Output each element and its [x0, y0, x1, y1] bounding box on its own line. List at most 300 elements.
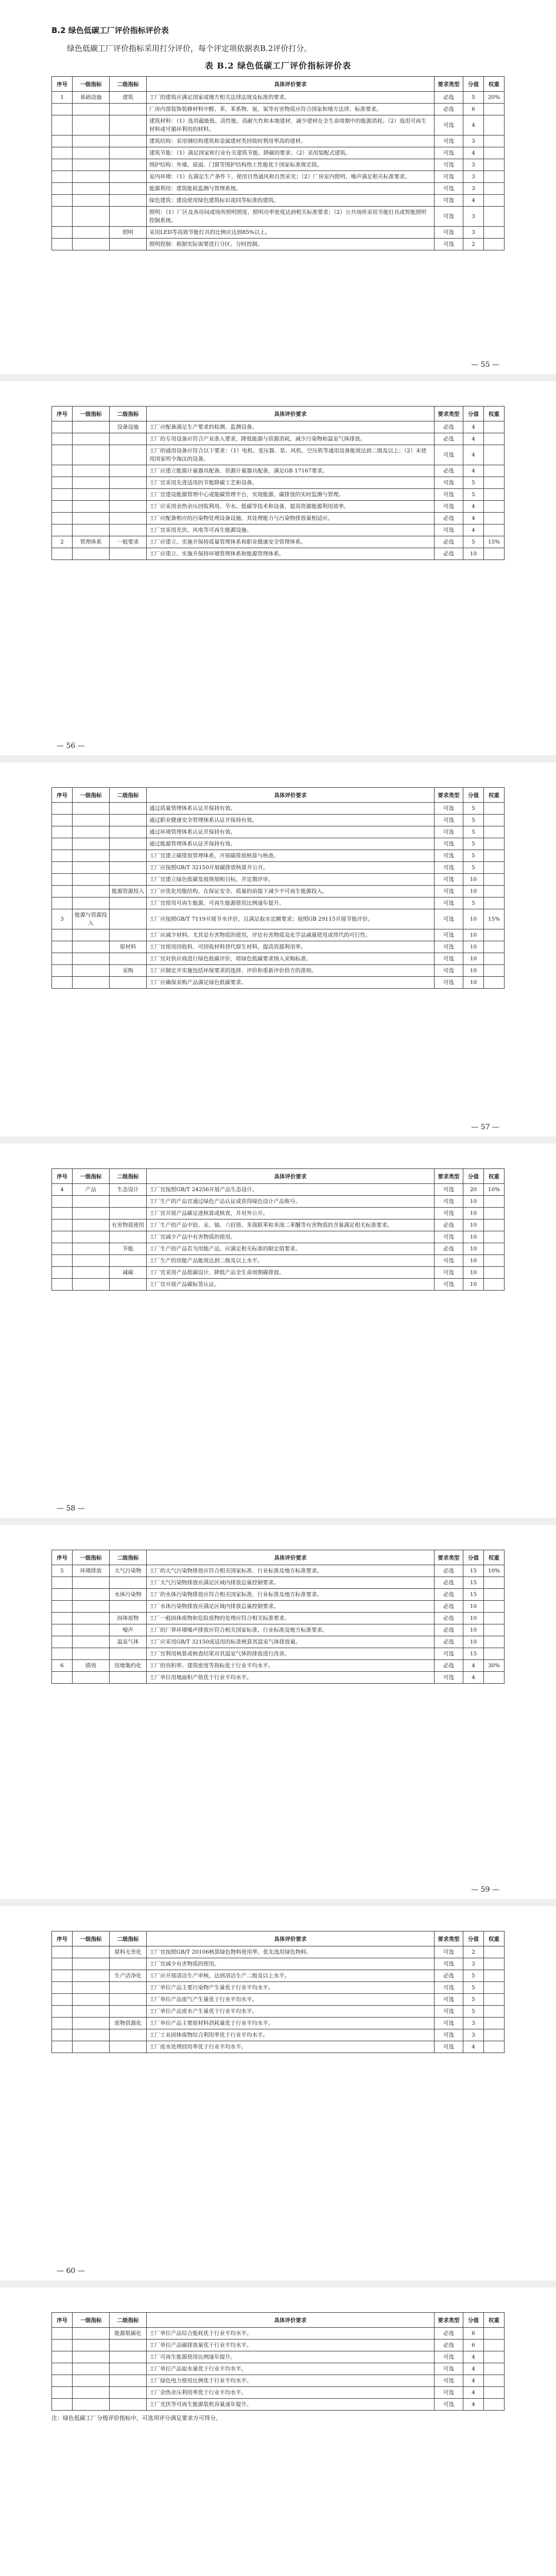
table-cell	[484, 2029, 505, 2041]
table-cell	[484, 1982, 505, 1994]
table-cell	[110, 445, 147, 465]
requirement-cell: 工厂水体污染物排放应满足区域内排放总量控制要求。	[147, 1601, 435, 1613]
requirement-cell: 工厂生产的用能产品能效达到二级及以上水平。	[147, 1255, 435, 1267]
table-cell: 5	[463, 1982, 484, 1994]
header-weight: 权重	[484, 406, 505, 421]
requirement-cell: 工厂单位产品取水量优于行业平均水平。	[147, 2363, 435, 2375]
table-row	[52, 1636, 505, 1648]
table-row	[52, 862, 505, 874]
table-cell: 5	[463, 2006, 484, 2018]
table-cell	[484, 465, 505, 477]
table-cell: 管理体系	[73, 536, 110, 548]
document-page-55	[0, 0, 556, 381]
table-cell: 10	[463, 1636, 484, 1648]
requirement-cell: 工厂应制定并实施包括环保要求的选择、评价和重新评价供方的准则。	[147, 965, 435, 977]
table-cell	[110, 2340, 147, 2351]
requirement-cell: 工厂绿色电力使用比例优于行业平均水平。	[147, 2375, 435, 2387]
table-cell: 可选	[435, 826, 463, 838]
table-body	[52, 2328, 505, 2411]
table-cell: 2	[463, 1946, 484, 1958]
requirement-cell: 工厂应建立、实施并保持质量管理体系和职业健康安全管理体系。	[147, 536, 435, 548]
table-cell: 可选	[435, 897, 463, 909]
requirement-cell: 采用LED等高效节能灯具的比例应达到85%以上。	[147, 227, 435, 239]
evaluation-table-p2	[51, 406, 505, 560]
table-cell: 必选	[435, 1577, 463, 1589]
table-cell	[52, 850, 73, 862]
table-row	[52, 1982, 505, 1994]
table-row	[52, 2387, 505, 2399]
table-row	[52, 183, 505, 195]
table-cell	[484, 513, 505, 524]
table-cell	[52, 2041, 73, 2053]
table-cell: 可选	[435, 803, 463, 815]
table-row	[52, 2006, 505, 2018]
table-row	[52, 929, 505, 941]
requirement-cell: 工厂废水处理回用率优于行业平均水平。	[147, 2041, 435, 2053]
header-requirement: 具体评价要求	[147, 77, 435, 92]
table-cell: 可选	[435, 239, 463, 250]
table-cell: 环境排放	[73, 1565, 110, 1577]
table-cell	[73, 826, 110, 838]
table-cell	[484, 1279, 505, 1291]
table-cell: 可选	[435, 1208, 463, 1219]
table-cell	[73, 929, 110, 941]
table-cell: 3	[463, 1958, 484, 1970]
table-cell: 10	[463, 941, 484, 953]
table-body	[52, 803, 505, 989]
table-cell	[484, 941, 505, 953]
table-cell	[110, 147, 147, 159]
table-row	[52, 1624, 505, 1636]
table-cell	[73, 1231, 110, 1243]
requirement-cell: 工厂的大气污染物排放应符合相关国家标准、行业标准及地方标准要求。	[147, 1565, 435, 1577]
table-cell	[52, 195, 73, 207]
table-row	[52, 1243, 505, 1255]
table-cell: 5	[463, 92, 484, 104]
table-cell: 可选	[435, 2029, 463, 2041]
table-cell	[484, 1243, 505, 1255]
table-cell: 可选	[435, 2399, 463, 2411]
table-cell	[73, 2029, 110, 2041]
header-weight: 权重	[484, 2313, 505, 2328]
table-cell: 4	[463, 513, 484, 524]
requirement-cell: 工厂应建立、实施并保持环境管理体系和能源管理体系。	[147, 548, 435, 560]
table-cell	[73, 2363, 110, 2375]
table-cell: 5	[463, 489, 484, 501]
requirement-cell: 工厂应建立能源计量器具配备、资源计量器具配备，满足GB 17167要求。	[147, 465, 435, 477]
table-cell	[52, 1219, 73, 1231]
table-cell: 4	[463, 445, 484, 465]
table-cell	[110, 977, 147, 989]
table-cell: 可选	[435, 2006, 463, 2018]
table-cell: 10	[463, 1208, 484, 1219]
table-cell	[110, 929, 147, 941]
table-cell	[52, 1208, 73, 1219]
table-cell	[73, 1577, 110, 1589]
requirement-cell: 工厂生产的产品若为用能产品，应满足相关标准的限定值要求。	[147, 1243, 435, 1255]
table-cell	[73, 2387, 110, 2399]
table-cell	[52, 421, 73, 433]
table-row	[52, 239, 505, 250]
requirement-cell: 工厂应配备相应的污染物处理设备设施，其处理能力与污染物排放量相适应。	[147, 513, 435, 524]
table-cell: 废物资源化	[110, 2018, 147, 2029]
table-row	[52, 1970, 505, 1982]
table-cell	[110, 2387, 147, 2399]
document-page-61	[0, 2287, 556, 2576]
table-cell	[73, 2041, 110, 2053]
table-cell	[73, 1982, 110, 1994]
table-cell	[73, 183, 110, 195]
table-cell	[110, 501, 147, 513]
page-number: — 55 —	[471, 361, 499, 369]
table-cell	[110, 850, 147, 862]
table-cell: 可选	[435, 115, 463, 135]
table-cell: 4	[463, 195, 484, 207]
table-cell: 可选	[435, 524, 463, 536]
table-cell: 必选	[435, 1613, 463, 1624]
table-cell	[110, 803, 147, 815]
table-cell	[52, 1267, 73, 1279]
table-cell	[484, 2041, 505, 2053]
requirement-cell: 工厂应配备满足生产要求的检测、监测设备。	[147, 421, 435, 433]
table-row	[52, 147, 505, 159]
table-cell: 大气污染物	[110, 1565, 147, 1577]
table-cell	[484, 1672, 505, 1684]
table-cell	[73, 1589, 110, 1601]
table-row	[52, 2340, 505, 2351]
table-cell	[484, 897, 505, 909]
table-header-row	[52, 1931, 505, 1946]
table-cell: 可选	[435, 1279, 463, 1291]
evaluation-table-p6	[51, 1931, 505, 2053]
table-cell	[110, 195, 147, 207]
table-cell	[52, 2018, 73, 2029]
table-cell	[484, 2399, 505, 2411]
table-cell	[52, 2328, 73, 2340]
table-cell	[73, 874, 110, 886]
table-cell	[73, 1672, 110, 1684]
table-cell: 采购	[110, 965, 147, 977]
table-cell	[73, 524, 110, 536]
table-cell: 10	[463, 874, 484, 886]
requirement-cell: 工厂可再生能源使用比例逐年提升。	[147, 2351, 435, 2363]
table-cell	[484, 2351, 505, 2363]
table-cell	[484, 1946, 505, 1958]
table-cell	[484, 171, 505, 183]
table-cell: 水体污染物	[110, 1589, 147, 1601]
table-cell: 10	[463, 965, 484, 977]
table-cell: 5	[463, 838, 484, 850]
table-cell: 2	[463, 239, 484, 250]
table-cell: 可选	[435, 886, 463, 897]
table-cell: 可选	[435, 815, 463, 826]
table-cell: 4	[463, 421, 484, 433]
table-cell	[484, 815, 505, 826]
table-cell: 可选	[435, 862, 463, 874]
requirement-cell: 建筑结构：采用钢结构建筑和金属建材类回收时利用率高的建材。	[147, 135, 435, 147]
table-row	[52, 1208, 505, 1219]
table-cell	[484, 977, 505, 989]
table-cell	[110, 135, 147, 147]
header-level2: 二级指标	[110, 406, 147, 421]
table-cell	[110, 1601, 147, 1613]
table-cell: 必选	[435, 1636, 463, 1648]
table-row	[52, 227, 505, 239]
table-cell: 可选	[435, 2041, 463, 2053]
table-cell	[52, 548, 73, 560]
table-row	[52, 909, 505, 929]
table-row	[52, 1196, 505, 1208]
page-number: — 57 —	[471, 1123, 499, 1131]
table-cell: 必选	[435, 2328, 463, 2340]
table-cell: 6	[463, 2340, 484, 2351]
table-cell	[484, 1601, 505, 1613]
requirement-cell: 室内环境：（1）在满足生产条件下，使用自然通风和自然采光；（2）厂房室内照明、噪声满足相关标准要求。	[147, 171, 435, 183]
table-body	[52, 1184, 505, 1291]
section-heading-b2: B.2 绿色低碳工厂评价指标评价表	[51, 26, 169, 35]
table-header-row	[52, 406, 505, 421]
table-cell: 必选	[435, 104, 463, 115]
requirement-cell: 工厂单位产品综合能耗优于行业平均水平。	[147, 2328, 435, 2340]
table-cell	[73, 445, 110, 465]
table-cell: 10	[463, 909, 484, 929]
document-page-57	[0, 762, 556, 1144]
table-cell	[52, 501, 73, 513]
table-cell	[110, 1231, 147, 1243]
table-cell: 30%	[484, 1660, 505, 1672]
table-cell: 温室气体	[110, 1636, 147, 1648]
table-cell	[484, 104, 505, 115]
table-cell	[73, 1648, 110, 1660]
table-cell	[484, 838, 505, 850]
table-cell	[484, 489, 505, 501]
table-cell	[52, 115, 73, 135]
table-cell	[52, 135, 73, 147]
table-cell: 用地集约化	[110, 1660, 147, 1672]
table-header-row	[52, 1169, 505, 1184]
table-cell: 建筑	[110, 92, 147, 104]
requirement-cell: 工厂的建筑应满足国家或地方相关法律法规及标准的要求。	[147, 92, 435, 104]
table-cell: 20%	[484, 92, 505, 104]
table-cell	[52, 977, 73, 989]
table-cell: 可选	[435, 1946, 463, 1958]
requirement-cell: 工厂应采用GB/T 32150或适用的标准核算其温室气体排放量。	[147, 1636, 435, 1648]
table-header-row	[52, 1550, 505, 1565]
table-cell: 可选	[435, 195, 463, 207]
table-cell: 10	[463, 1601, 484, 1613]
table-row	[52, 501, 505, 513]
table-cell	[110, 2351, 147, 2363]
requirement-cell: 工厂的通用设备应符合以下要求：（1）电机、变压器、泵、风机、空压机等通用设备能效达到二级及以上；（2）未使用国家明令淘汰的设备。	[147, 445, 435, 465]
table-cell	[484, 2328, 505, 2340]
table-cell	[484, 477, 505, 489]
table-cell: 可选	[435, 2375, 463, 2387]
table-cell	[110, 2029, 147, 2041]
requirement-cell: 工厂光伏等可再生能源装机容量逐年提升。	[147, 2399, 435, 2411]
table-row	[52, 171, 505, 183]
table-cell: 3	[463, 207, 484, 227]
table-cell	[52, 445, 73, 465]
table-row	[52, 159, 505, 171]
requirement-cell: 工厂单位用地面积产值优于行业平均水平。	[147, 1672, 435, 1684]
table-cell: 10	[463, 977, 484, 989]
table-cell	[52, 159, 73, 171]
requirement-cell: 绿色建筑：建设使用绿色建筑标识或同等标准的建筑。	[147, 195, 435, 207]
table-cell	[52, 1279, 73, 1291]
table-cell	[52, 2351, 73, 2363]
table-cell: 产品	[73, 1184, 110, 1196]
table-cell	[73, 977, 110, 989]
table-cell	[52, 1636, 73, 1648]
table-cell: 可选	[435, 445, 463, 465]
requirement-cell: 工厂宜对供应商进行绿色低碳评价，将绿色低碳要求纳入采购标准。	[147, 953, 435, 965]
table-row	[52, 2351, 505, 2363]
table-cell	[52, 1196, 73, 1208]
table-cell: 15%	[484, 536, 505, 548]
table-row	[52, 1267, 505, 1279]
table-cell	[73, 2018, 110, 2029]
requirement-cell: 工厂生产的产品宜通过绿色产品认证或获得绿色设计产品称号。	[147, 1196, 435, 1208]
table-cell	[110, 874, 147, 886]
table-row	[52, 838, 505, 850]
table-row	[52, 477, 505, 489]
table-cell	[484, 1648, 505, 1660]
table-cell	[484, 803, 505, 815]
table-cell: 必选	[435, 1219, 463, 1231]
table-cell	[110, 1255, 147, 1267]
table-row	[52, 207, 505, 227]
table-cell: 4	[463, 2363, 484, 2375]
table-cell	[52, 1958, 73, 1970]
requirement-cell: 工厂的厂界环境噪声排放应符合相关国家标准、行业标准及地方标准要求。	[147, 1624, 435, 1636]
header-weight: 权重	[484, 1550, 505, 1565]
table-cell: 10	[463, 929, 484, 941]
header-requirement: 具体评价要求	[147, 2313, 435, 2328]
table-cell	[484, 135, 505, 147]
table-cell	[484, 115, 505, 135]
table-cell	[110, 862, 147, 874]
table-cell	[52, 171, 73, 183]
table-cell	[110, 433, 147, 445]
header-level1: 一级指标	[73, 2313, 110, 2328]
table-cell	[484, 2018, 505, 2029]
table-cell	[484, 1267, 505, 1279]
table-row	[52, 548, 505, 560]
requirement-cell: 工厂余热余压利用率优于行业平均水平。	[147, 2387, 435, 2399]
table-cell	[110, 1994, 147, 2006]
table-cell	[484, 1208, 505, 1219]
table-cell	[52, 1624, 73, 1636]
table-cell: 可选	[435, 501, 463, 513]
table-cell	[110, 2363, 147, 2375]
header-level1: 一级指标	[73, 788, 110, 803]
table-cell: 可选	[435, 1184, 463, 1196]
table-cell	[110, 159, 147, 171]
document-page-60	[0, 1906, 556, 2287]
header-level1: 一级指标	[73, 406, 110, 421]
table-body	[52, 421, 505, 560]
table-row	[52, 536, 505, 548]
table-cell	[484, 1624, 505, 1636]
table-row	[52, 92, 505, 104]
table-row	[52, 1613, 505, 1624]
requirement-cell: 工厂宜使用回收料、可回收材料替代原生材料，提高资源利用率。	[147, 941, 435, 953]
table-cell	[110, 1672, 147, 1684]
table-cell	[484, 501, 505, 513]
table-row	[52, 421, 505, 433]
table-cell: 15	[463, 1565, 484, 1577]
table-cell	[110, 1982, 147, 1994]
table-row	[52, 135, 505, 147]
table-cell	[484, 2006, 505, 2018]
table-cell: 减碳	[110, 1267, 147, 1279]
table-cell	[73, 171, 110, 183]
table-cell: 10	[463, 1196, 484, 1208]
table-cell	[52, 465, 73, 477]
table-cell: 必选	[435, 1565, 463, 1577]
table-cell: 可选	[435, 2018, 463, 2029]
table-cell: 可选	[435, 909, 463, 929]
header-score: 分值	[463, 406, 484, 421]
table-cell: 10	[463, 548, 484, 560]
requirement-cell: 工厂单位产品主要原材料消耗量优于行业平均水平。	[147, 2018, 435, 2029]
header-score: 分值	[463, 1550, 484, 1565]
table-cell	[73, 195, 110, 207]
table-cell: 4	[463, 2351, 484, 2363]
table-cell	[52, 1970, 73, 1982]
header-type: 要求类型	[435, 1550, 463, 1565]
table-row	[52, 433, 505, 445]
header-type: 要求类型	[435, 77, 463, 92]
table-cell: 10	[463, 1624, 484, 1636]
table-cell	[110, 953, 147, 965]
table-row	[52, 850, 505, 862]
table-cell	[110, 513, 147, 524]
table-cell	[52, 897, 73, 909]
table-cell	[52, 2006, 73, 2018]
table-row	[52, 897, 505, 909]
header-level2: 二级指标	[110, 788, 147, 803]
requirement-cell: 工厂的水体污染物排放应符合相关国家标准、行业标准及地方标准要求。	[147, 1589, 435, 1601]
table-cell	[110, 1196, 147, 1208]
table-cell: 必选	[435, 1243, 463, 1255]
table-row	[52, 104, 505, 115]
table-row	[52, 524, 505, 536]
table-body	[52, 1946, 505, 2053]
table-cell: 4	[463, 147, 484, 159]
header-level2: 二级指标	[110, 1550, 147, 1565]
table-cell	[73, 159, 110, 171]
table-cell: 可选	[435, 977, 463, 989]
table-cell	[110, 524, 147, 536]
table-cell	[73, 1243, 110, 1255]
table-cell	[73, 135, 110, 147]
table-cell: 必选	[435, 1589, 463, 1601]
table-row	[52, 195, 505, 207]
table-cell	[73, 1279, 110, 1291]
table-cell: 4	[463, 501, 484, 513]
header-type: 要求类型	[435, 1931, 463, 1946]
table-cell: 10	[463, 1267, 484, 1279]
evaluation-table-p1	[51, 76, 505, 250]
header-seq: 序号	[52, 788, 73, 803]
table-cell	[52, 147, 73, 159]
table-cell: 可选	[435, 1255, 463, 1267]
table-cell: 5	[463, 897, 484, 909]
table-row	[52, 1219, 505, 1231]
table-cell: 设备设施	[110, 421, 147, 433]
table-cell: 3	[463, 2029, 484, 2041]
